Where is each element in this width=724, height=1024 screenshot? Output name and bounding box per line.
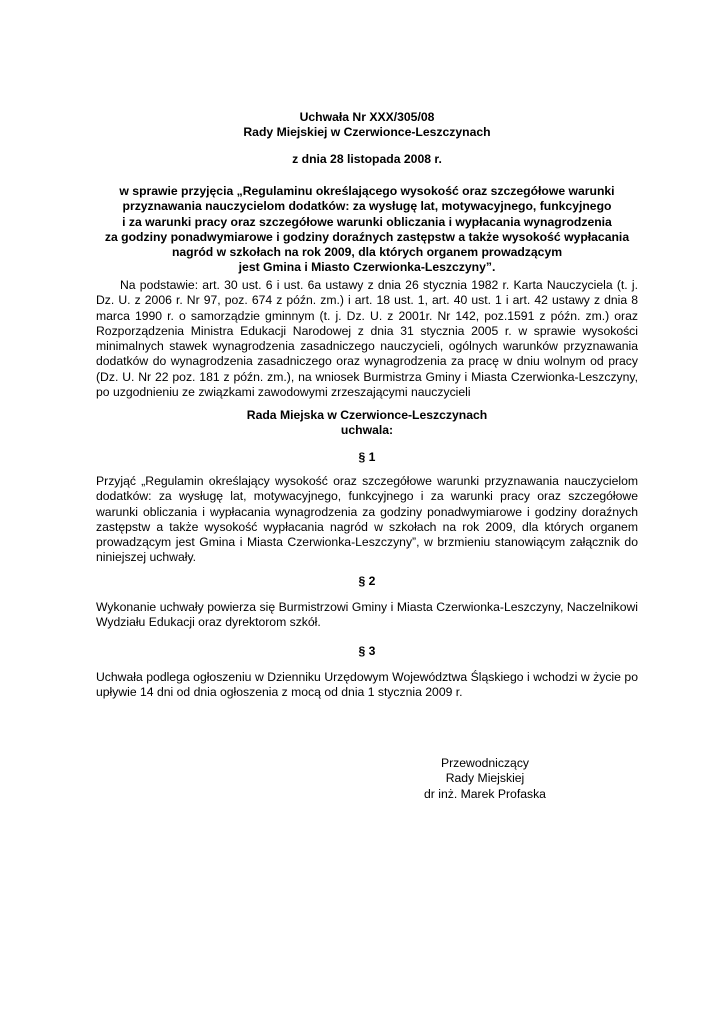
section-2-heading: § 2 bbox=[358, 574, 376, 588]
legal-basis-paragraph: Na podstawie: art. 30 ust. 6 i ust. 6a ustawy z dnia 26 stycznia 1982 r. Karta Nauczyciela (t. j. Dz. U. z 2006 r. Nr 97, poz. 674 z późn. zm.) i art. 18 ust. 1, art. 40 ust. 1 i art. 42 ustawy z dnia 8 marca 1990 r. o samorządzie gminnym (t. j. Dz. U. z 2001r. Nr 142, poz.1591 z późn. zm.) oraz Rozporządzenia Ministra Edukacji Narodowej z dnia 31 stycznia 2005 r. w sprawie wysokości minimalnych stawek wynagrodzenia zasadniczego nauczycieli, ogólnych warunków przyznawania dodatków do wynagrodzenia zasadniczego oraz wynagrodzenia za pracę w dniu wolnym od pracy (Dz. U. Nr 22 poz. 181 z późn. zm.), na wniosek Burmistrza Gminy i Miasta Czerwionka-Leszczyny, po uzgodnieniu ze związkami zawodowymi zrzeszającymi nauczycieli bbox=[96, 278, 638, 400]
resolution-number: Uchwała Nr XXX/305/08 bbox=[299, 110, 435, 124]
section-2-text: Wykonanie uchwały powierza się Burmistrzowi Gminy i Miasta Czerwionka-Leszczyny, Naczelnikowi Wydziału Edukacji oraz dyrektorom szkół. bbox=[96, 600, 638, 630]
subject-line: nagród w szkołach na rok 2009, dla których organem prowadzącym bbox=[171, 245, 563, 260]
signature-role: Przewodniczący bbox=[440, 756, 530, 770]
council-decision-verb: uchwala: bbox=[340, 423, 394, 438]
council-name: Rady Miejskiej w Czerwionce-Leszczynach bbox=[243, 125, 491, 140]
subject-line: w sprawie przyjęcia „Regulaminu określającego wysokość oraz szczegółowe warunki bbox=[119, 184, 615, 198]
signature-name: dr inż. Marek Profaska bbox=[424, 786, 546, 801]
subject-line: przyznawania nauczycielom dodatków: za wysługę lat, motywacyjnego, funkcyjnego bbox=[122, 199, 612, 214]
resolution-date: z dnia 28 listopada 2008 r. bbox=[292, 152, 442, 166]
section-1-text: Przyjąć „Regulamin określający wysokość oraz szczegółowe warunki przyznawania nauczycielom dodatków: za wysługę lat, motywacyjnego, funkcyjnego i za warunki pracy oraz szczegółowe warunki obliczania i wypłacania wynagrodzenia za godziny ponadwymiarowe i godziny doraźnych zastępstw a także wysokość wypłacania nagród w szkołach na rok 2009, dla których organem prowadzącym jest Gmina i Miasta Czerwionka-Leszczyny”, w brzmieniu stanowiącym załącznik do niniejszej uchwały. bbox=[96, 474, 638, 565]
resolution-title bbox=[96, 110, 638, 141]
section-3-heading: § 3 bbox=[358, 644, 376, 658]
subject-line: za godziny ponadwymiarowe i godziny doraźnych zastępstw a także wysokość wypłacania bbox=[104, 229, 630, 244]
signature-block bbox=[405, 756, 565, 802]
section-3-text: Uchwała podlega ogłoszeniu w Dzienniku Urzędowym Województwa Śląskiego i wchodzi w życie po upływie 14 dni od dnia ogłoszenia z mocą od dnia 1 stycznia 2009 r. bbox=[96, 670, 638, 700]
subject-line: jest Gmina i Miasto Czerwionka-Leszczyny”. bbox=[238, 260, 496, 275]
signature-body: Rady Miejskiej bbox=[445, 771, 525, 786]
section-1-heading: § 1 bbox=[358, 450, 376, 464]
council-decision bbox=[96, 408, 638, 439]
resolution-subject bbox=[90, 184, 644, 276]
subject-line: i za warunki pracy oraz szczegółowe warunki obliczania i wypłacania wynagrodzenia bbox=[122, 214, 612, 229]
council-decision-name: Rada Miejska w Czerwionce-Leszczynach bbox=[246, 408, 488, 422]
